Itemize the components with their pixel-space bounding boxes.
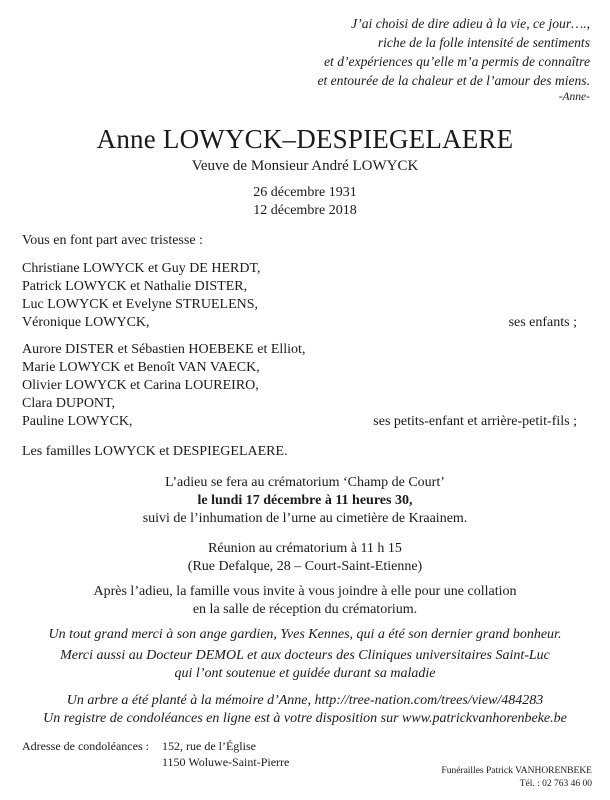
memorial-tree-line: Un arbre a été planté à la mémoire d’Anne, http://tree-nation.com/trees/view/484283 bbox=[66, 693, 544, 708]
quote-signature: -Anne- bbox=[558, 91, 590, 103]
birth-date: 26 décembre 1931 bbox=[253, 185, 357, 200]
thanks-block bbox=[0, 626, 610, 683]
ceremony-line: L’adieu se fera au crématorium ‘Champ de Court’ bbox=[165, 475, 445, 490]
relation-label: ses enfants ; bbox=[508, 315, 577, 330]
list-item bbox=[22, 260, 577, 278]
list-item bbox=[22, 395, 577, 413]
families-line: Les familles LOWYCK et DESPIEGELAERE. bbox=[22, 444, 288, 459]
member-name: Marie LOWYCK et Benoît VAN VAECK, bbox=[22, 360, 260, 375]
list-item bbox=[22, 278, 577, 296]
relation-label: ses petits-enfant et arrière-petit-fils ; bbox=[373, 414, 577, 429]
ceremony-date: le lundi 17 décembre à 11 heures 30, bbox=[197, 493, 413, 508]
member-name: Pauline LOWYCK, bbox=[22, 414, 133, 429]
address-line: 152, rue de l’Église bbox=[162, 739, 256, 753]
memorial-register-line: Un registre de condoléances en ligne est à votre disposition sur www.patrickvanhorenbeke.be bbox=[43, 711, 567, 726]
ceremony-line: suivi de l’inhumation de l’urne au cimetière de Kraainem. bbox=[142, 511, 468, 526]
reception-block bbox=[0, 583, 610, 619]
meeting-line: Réunion au crématorium à 11 h 15 bbox=[208, 541, 402, 556]
quote-line: et entourée de la chaleur et de l’amour des miens. bbox=[317, 73, 590, 88]
member-name: Olivier LOWYCK et Carina LOUREIRO, bbox=[22, 378, 259, 393]
member-name: Véronique LOWYCK, bbox=[22, 315, 150, 330]
grandchildren-group bbox=[22, 341, 577, 431]
member-name: Christiane LOWYCK et Guy DE HERDT, bbox=[22, 261, 261, 276]
reception-line: Après l’adieu, la famille vous invite à vous joindre à elle pour une collation bbox=[93, 584, 517, 599]
thanks-line: Un tout grand merci à son ange gardien, Yves Kennes, qui a été son dernier grand bonheur. bbox=[48, 627, 562, 642]
quote-line: J’ai choisi de dire adieu à la vie, ce jour…., bbox=[351, 16, 590, 31]
thanks-line: Merci aussi au Docteur DEMOL et aux docteurs des Cliniques universitaires Saint-Luc bbox=[60, 648, 550, 663]
list-item bbox=[22, 296, 577, 314]
address-line: 1150 Woluwe-Saint-Pierre bbox=[162, 755, 290, 769]
quote-line: riche de la folle intensité de sentiments bbox=[377, 35, 590, 50]
list-item bbox=[22, 341, 577, 359]
reception-line: en la salle de réception du crématorium. bbox=[192, 602, 418, 617]
list-item bbox=[22, 314, 577, 332]
funeral-home-phone: Tél. : 02 763 46 00 bbox=[519, 779, 592, 789]
children-group bbox=[22, 260, 577, 332]
member-name: Clara DUPONT, bbox=[22, 396, 116, 411]
deceased-subtitle: Veuve de Monsieur André LOWYCK bbox=[191, 158, 419, 174]
thanks-line: qui l’ont soutenue et guidée durant sa maladie bbox=[174, 666, 436, 681]
epigraph-quote bbox=[317, 14, 590, 104]
member-name: Luc LOWYCK et Evelyne STRUELENS, bbox=[22, 297, 259, 312]
member-name: Aurore DISTER et Sébastien HOEBEKE et Elliot, bbox=[22, 342, 306, 357]
list-item bbox=[22, 413, 577, 431]
quote-line: et d’expériences qu’elle m’a permis de connaître bbox=[324, 54, 590, 69]
list-item bbox=[22, 377, 577, 395]
funeral-home-name: Funérailles Patrick VANHORENBEKE bbox=[441, 766, 592, 776]
meeting-address: (Rue Defalque, 28 – Court-Saint-Etienne) bbox=[187, 559, 423, 574]
list-item bbox=[22, 359, 577, 377]
funeral-home bbox=[441, 765, 592, 791]
death-date: 12 décembre 2018 bbox=[253, 203, 357, 218]
condolences-label: Adresse de condoléances : bbox=[22, 739, 149, 753]
meeting-block bbox=[0, 540, 610, 576]
member-name: Patrick LOWYCK et Nathalie DISTER, bbox=[22, 279, 248, 294]
life-dates bbox=[0, 184, 610, 220]
intro-text: Vous en font part avec tristesse : bbox=[22, 233, 203, 248]
memorial-block bbox=[0, 692, 610, 728]
ceremony-block bbox=[0, 474, 610, 528]
deceased-name: Anne LOWYCK–DESPIEGELAERE bbox=[96, 124, 514, 154]
